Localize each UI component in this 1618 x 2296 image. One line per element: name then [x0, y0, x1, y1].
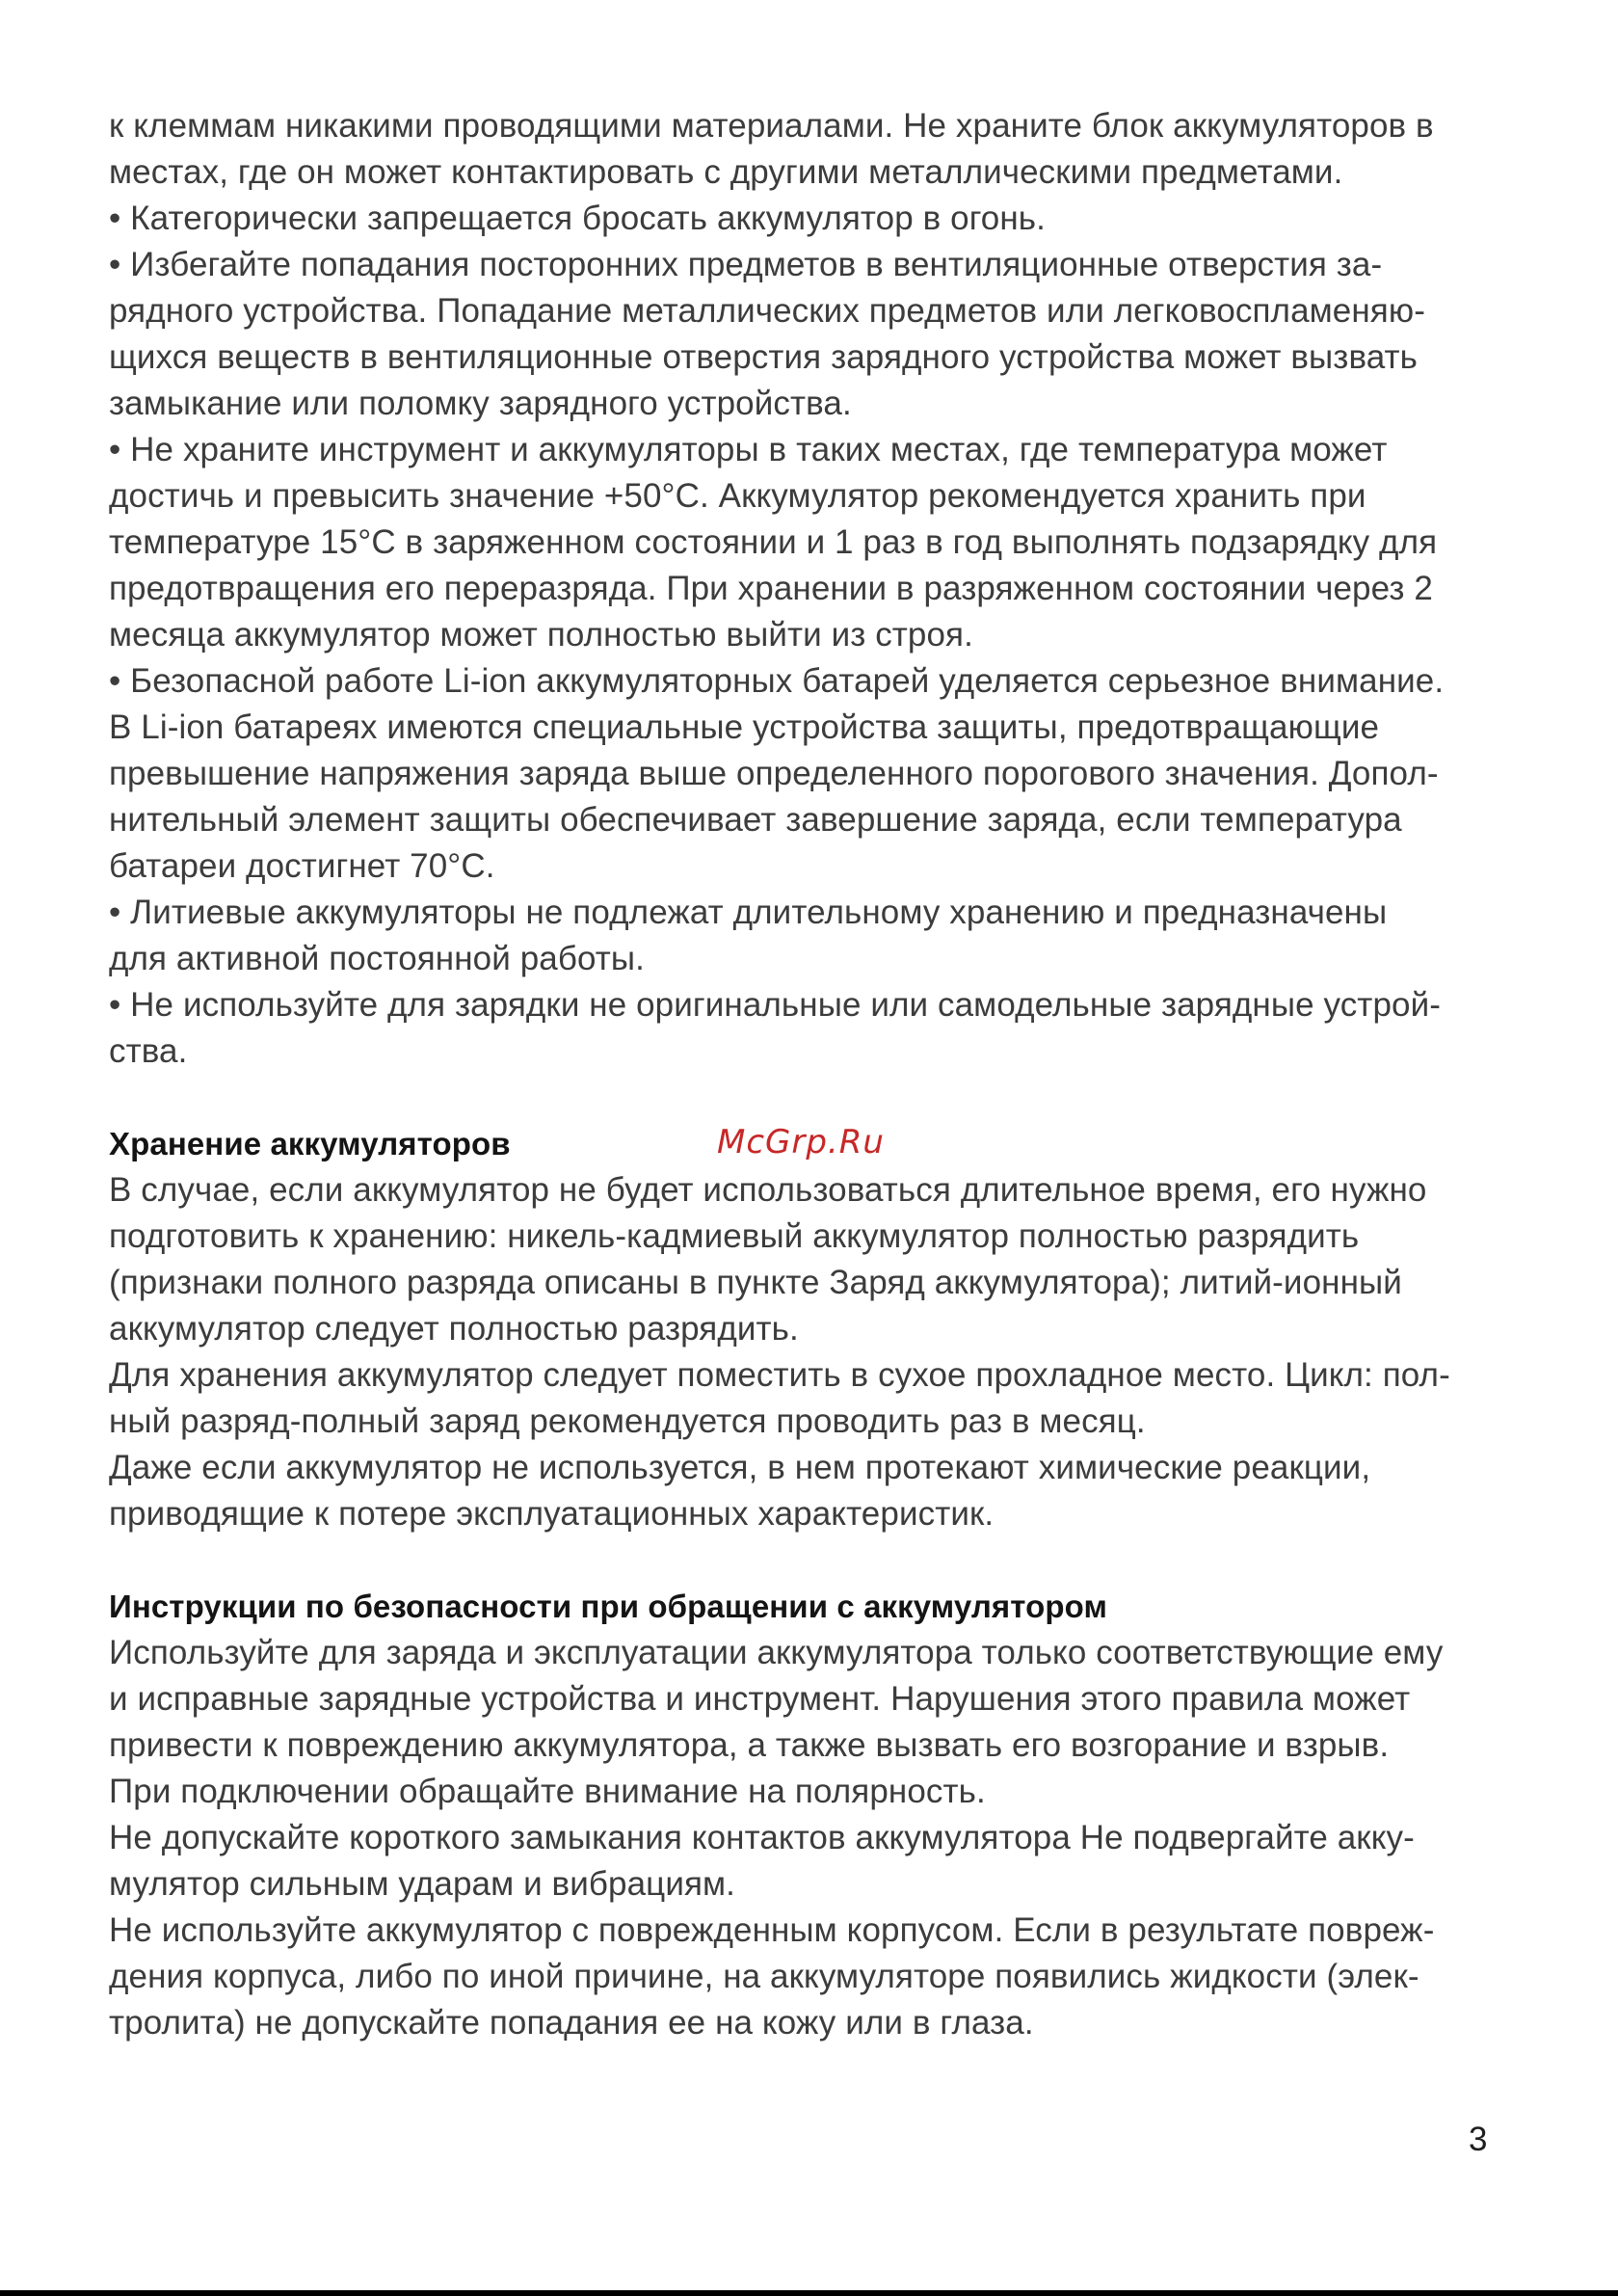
- text-line: к клеммам никакими проводящими материалами. Не храните блок аккумуляторов в: [109, 107, 1434, 145]
- section-spacer: [109, 1537, 1511, 1584]
- text-line: Не используйте аккумулятор с поврежденным корпусом. Если в результате повреж-: [109, 1911, 1435, 1949]
- text-line: тролита) не допускайте попадания ее на кожу или в глаза.: [109, 2004, 1034, 2042]
- text-line: замыкание или поломку зарядного устройства.: [109, 385, 852, 422]
- text-line: Даже если аккумулятор не используется, в нем протекают химические реакции,: [109, 1449, 1371, 1486]
- text-line: предотвращения его переразряда. При хранении в разряженном состоянии через 2: [109, 570, 1433, 607]
- text-line: щихся веществ в вентиляционные отверстия зарядного устройства может вызвать: [109, 338, 1419, 376]
- text-line: рядного устройства. Попадание металлических предметов или легковоспламеняю-: [109, 292, 1425, 330]
- storage-section-heading: Хранение аккумуляторов: [109, 1126, 511, 1161]
- text-line: Не допускайте короткого замыкания контактов аккумулятора Не подвергайте акку-: [109, 1819, 1415, 1856]
- bottom-edge-divider: [0, 2290, 1618, 2296]
- text-line: подготовить к хранению: никель-кадмиевый аккумулятор полностью разрядить: [109, 1217, 1360, 1255]
- text-line: достичь и превысить значение +50°С. Аккумулятор рекомендуется хранить при: [109, 477, 1366, 515]
- document-page: [109, 103, 1511, 2046]
- text-line: нительный элемент защиты обеспечивает завершение заряда, если температура: [109, 801, 1402, 839]
- text-line: Для хранения аккумулятор следует поместить в сухое прохладное место. Цикл: пол-: [109, 1356, 1450, 1394]
- text-line: температуре 15°С в заряженном состоянии и 1 раз в год выполнять подзарядку для: [109, 523, 1438, 561]
- text-line: Используйте для заряда и эксплуатации аккумулятора только соответствующие ему: [109, 1634, 1444, 1671]
- watermark-label: McGrp.Ru: [717, 1123, 885, 1161]
- text-line: • Не храните инструмент и аккумуляторы в таких местах, где температура может: [109, 431, 1388, 468]
- text-line: для активной постоянной работы.: [109, 940, 645, 977]
- text-line: батареи достигнет 70°С.: [109, 847, 495, 885]
- text-line: местах, где он может контактировать с другими металлическими предметами.: [109, 153, 1343, 191]
- intro-text-block: [109, 103, 1511, 1075]
- text-line: • Избегайте попадания посторонних предметов в вентиляционные отверстия за-: [109, 246, 1383, 283]
- text-line: ный разряд-полный заряд рекомендуется проводить раз в месяц.: [109, 1402, 1146, 1440]
- text-line: (признаки полного разряда описаны в пункте Заряд аккумулятора); литий-ионный: [109, 1264, 1402, 1301]
- text-line: привести к повреждению аккумулятора, а также вызвать его возгорание и взрыв.: [109, 1726, 1390, 1764]
- text-line: • Безопасной работе Li-ion аккумуляторных батарей уделяется серьезное внимание.: [109, 662, 1445, 700]
- storage-section: [109, 1121, 1511, 1537]
- text-line: В Li-ion батареях имеются специальные устройства защиты, предотвращающие: [109, 708, 1380, 746]
- text-line: превышение напряжения заряда выше определенного порогового значения. Допол-: [109, 755, 1439, 792]
- text-line: • Литиевые аккумуляторы не подлежат длительному хранению и предназначены: [109, 894, 1388, 931]
- text-line: • Категорически запрещается бросать аккумулятор в огонь.: [109, 200, 1046, 237]
- text-line: месяца аккумулятор может полностью выйти из строя.: [109, 616, 973, 654]
- section-spacer: [109, 1075, 1511, 1121]
- text-line: В случае, если аккумулятор не будет использоваться длительное время, его нужно: [109, 1171, 1427, 1209]
- text-line: аккумулятор следует полностью разрядить.: [109, 1310, 799, 1348]
- text-line: мулятор сильным ударам и вибрациям.: [109, 1865, 736, 1903]
- text-line: ства.: [109, 1032, 188, 1070]
- text-line: и исправные зарядные устройства и инструмент. Нарушения этого правила может: [109, 1680, 1411, 1718]
- text-line: дения корпуса, либо по иной причине, на аккумуляторе появились жидкости (элек-: [109, 1958, 1419, 1995]
- safety-section: [109, 1584, 1511, 2046]
- text-line: • Не используйте для зарядки не оригинальные или самодельные зарядные устрой-: [109, 986, 1441, 1024]
- text-line: При подключении обращайте внимание на полярность.: [109, 1773, 986, 1810]
- text-line: приводящие к потере эксплуатационных характеристик.: [109, 1495, 995, 1533]
- page-number: 3: [1469, 2121, 1488, 2158]
- safety-section-heading: Инструкции по безопасности при обращении с аккумулятором: [109, 1589, 1107, 1624]
